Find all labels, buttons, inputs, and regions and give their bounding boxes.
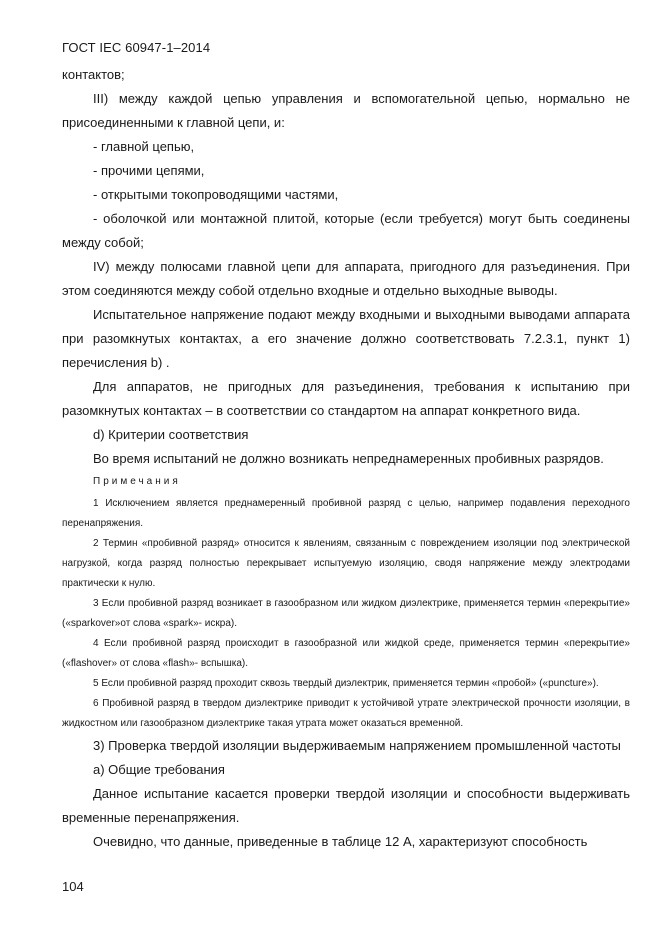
section-heading: 3) Проверка твердой изоляции выдерживаемым напряжением промышленной частоты — [93, 738, 621, 753]
notes-title: Примечания — [93, 476, 181, 487]
subheading: d) Критерии соответствия — [93, 427, 249, 442]
document-body — [62, 63, 630, 854]
document-header: ГОСТ IEC 60947-1–2014 — [62, 40, 211, 55]
paragraph: III) между каждой цепью управления и вспомогательной цепью, нормально не присоединенными к главной цепи, и: — [62, 91, 630, 130]
list-item: - главной цепью, — [93, 139, 195, 154]
paragraph: Испытательное напряжение подают между входными и выходными выводами аппарата при разомкнутых контактах, а его значение должно соответствовать 7.2.3.1, пункт 1) перечисления b) . — [62, 307, 630, 370]
paragraph: Для аппаратов, не пригодных для разъединения, требования к испытанию при разомкнутых контактах – в соответствии со стандартом на аппарат конкретного вида. — [62, 379, 630, 418]
note-item: 3 Если пробивной разряд возникает в газообразном или жидком диэлектрике, применяется термин «перекрытие» («sparkover»от слова «spark»- искра). — [62, 598, 630, 629]
paragraph: Данное испытание касается проверки твердой изоляции и способности выдерживать временные перенапряжения. — [62, 786, 630, 825]
note-item: 1 Исключением является преднамеренный пробивной разряд с целью, например подавления переходного перенапряжения. — [62, 498, 630, 529]
list-item: - прочими цепями, — [93, 163, 205, 178]
paragraph: Очевидно, что данные, приведенные в таблице 12 А, характеризуют способность — [93, 834, 588, 849]
paragraph: Во время испытаний не должно возникать непреднамеренных пробивных разрядов. — [93, 451, 604, 466]
list-item: - оболочкой или монтажной плитой, которые (если требуется) могут быть соединены между собой; — [62, 211, 630, 250]
page-number: 104 — [62, 879, 84, 894]
note-item: 2 Термин «пробивной разряд» относится к явлениям, связанным с повреждением изоляции под электрической нагрузкой, когда разряд полностью перекрывает испытуемую изоляцию, сводя напряжение между электродами практически к нулю. — [62, 538, 630, 589]
note-item: 6 Пробивной разряд в твердом диэлектрике приводит к устойчивой утрате электрической прочности изоляции, в жидкостном или газообразном диэлектрике такая утрата может оказаться временной. — [62, 698, 630, 729]
list-item: - открытыми токопроводящими частями, — [93, 187, 339, 202]
note-item: 4 Если пробивной разряд происходит в газообразной или жидкой среде, применяется термин «перекрытие» («flashover» от слова «flash»- вспышка). — [62, 638, 630, 669]
paragraph: контактов; — [62, 67, 125, 82]
paragraph: IV) между полюсами главной цепи для аппарата, пригодного для разъединения. При этом соединяются между собой отдельно входные и отдельно выходные выводы. — [62, 259, 630, 298]
note-item: 5 Если пробивной разряд проходит сквозь твердый диэлектрик, применяется термин «пробой» («puncture»). — [93, 678, 599, 689]
subheading: a) Общие требования — [93, 762, 225, 777]
